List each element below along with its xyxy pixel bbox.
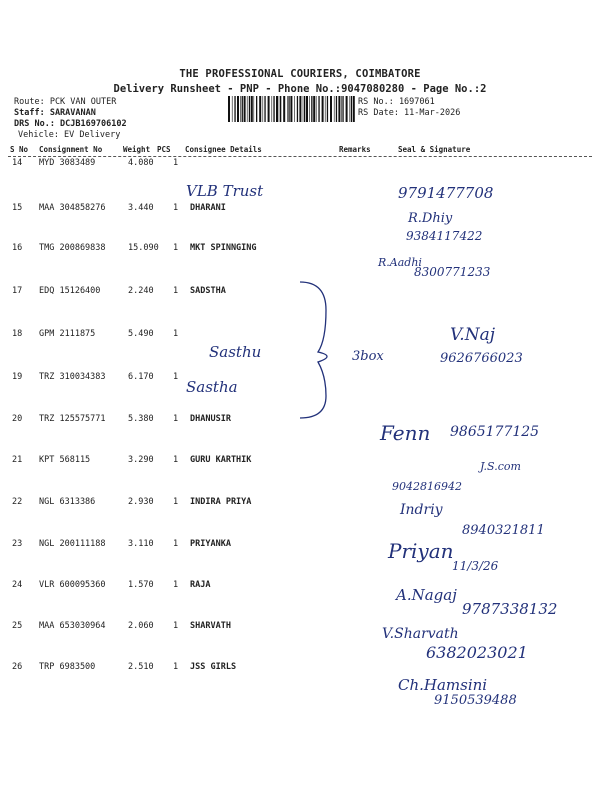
- col-pcs: PCS: [157, 145, 171, 154]
- hw-phone-9: 6382023021: [426, 643, 528, 662]
- row-consignee: SADSTHA: [190, 286, 226, 296]
- barcode-bar: [306, 96, 308, 122]
- barcode-bar: [334, 96, 335, 122]
- barcode-bar: [228, 96, 230, 122]
- row-pcs: 1: [173, 286, 179, 296]
- barcode-bar: [251, 96, 253, 122]
- row-sno: 21: [12, 455, 23, 465]
- barcode-bar: [254, 96, 255, 122]
- row-consignment: GPM 2111875: [39, 329, 96, 339]
- row-consignee: RAJA: [190, 580, 211, 590]
- row-weight: 5.380: [128, 414, 154, 424]
- row-consignment: EDQ 15126400: [39, 286, 101, 296]
- row-weight: 2.930: [128, 497, 154, 507]
- table-row: [0, 329, 600, 349]
- hw-phone-6: 9042816942: [392, 480, 462, 493]
- barcode-bar: [346, 96, 348, 122]
- row-consignment: NGL 6313386: [39, 497, 96, 507]
- row-weight: 4.080: [128, 158, 154, 168]
- hw-sign-fenn: Fenn: [380, 421, 431, 445]
- table-row: [0, 158, 600, 178]
- row-weight: 3.440: [128, 203, 154, 213]
- row-consignment: KPT 568115: [39, 455, 91, 465]
- row-weight: 2.060: [128, 621, 154, 631]
- row-weight: 2.510: [128, 662, 154, 672]
- barcode-bar: [263, 96, 264, 122]
- barcode-bar: [353, 96, 355, 122]
- barcode-bar: [294, 96, 295, 122]
- row-consignment: TRP 6983500: [39, 662, 96, 672]
- row-sno: 19: [12, 372, 23, 382]
- row-consignee: SHARVATH: [190, 621, 231, 631]
- barcode-bar: [249, 96, 250, 122]
- row-weight: 2.240: [128, 286, 154, 296]
- barcode-bar: [299, 96, 301, 122]
- rs-number: RS No.: 1697061: [358, 97, 435, 107]
- hw-sign-dhiy: R.Dhiy: [408, 211, 453, 226]
- hw-vlb-trust: VLB Trust: [186, 182, 264, 200]
- barcode-bar: [279, 96, 280, 122]
- hw-phone-10: 9150539488: [434, 693, 517, 708]
- row-pcs: 1: [173, 455, 179, 465]
- row-pcs: 1: [173, 414, 179, 424]
- hw-sastha: Sastha: [186, 378, 238, 396]
- barcode-bar: [304, 96, 305, 122]
- table-row: [0, 414, 600, 434]
- barcode: [228, 96, 355, 122]
- row-sno: 23: [12, 539, 23, 549]
- row-consignment: MAA 653030964: [39, 621, 106, 631]
- barcode-bar: [237, 96, 239, 122]
- row-sno: 24: [12, 580, 23, 590]
- row-consignment: MAA 304858276: [39, 203, 106, 213]
- barcode-bar: [242, 96, 243, 122]
- row-consignee: INDIRA PRIYA: [190, 497, 252, 507]
- barcode-bar: [272, 96, 273, 122]
- barcode-bar: [288, 96, 289, 122]
- barcode-bar: [276, 96, 278, 122]
- table-row: [0, 372, 600, 392]
- row-pcs: 1: [173, 621, 179, 631]
- row-consignee: DHARANI: [190, 203, 226, 213]
- table-row: [0, 243, 600, 263]
- row-sno: 20: [12, 414, 23, 424]
- hw-date: 11/3/26: [452, 559, 499, 573]
- row-consignment: VLR 600095360: [39, 580, 106, 590]
- row-pcs: 1: [173, 497, 179, 507]
- company-title: THE PROFESSIONAL COURIERS, COIMBATORE: [179, 68, 421, 80]
- hw-phone-8: 9787338132: [462, 600, 558, 618]
- table-row: [0, 580, 600, 600]
- hw-sign-sharvath: V.Sharvath: [382, 626, 459, 642]
- barcode-bar: [316, 96, 317, 122]
- hw-phone-5: 9865177125: [450, 424, 540, 440]
- route-label: Route: PCK VAN OUTER: [14, 97, 117, 107]
- table-row: [0, 455, 600, 475]
- barcode-bar: [280, 96, 281, 122]
- col-sno: S No: [10, 145, 29, 154]
- vehicle-label: Vehicle: EV Delivery: [18, 130, 121, 140]
- barcode-bar: [311, 96, 312, 122]
- row-pcs: 1: [173, 203, 179, 213]
- row-sno: 22: [12, 497, 23, 507]
- barcode-bar: [350, 96, 351, 122]
- row-consignment: TMG 200869838: [39, 243, 106, 253]
- table-row: [0, 539, 600, 559]
- barcode-bar: [330, 96, 332, 122]
- row-pcs: 1: [173, 662, 179, 672]
- col-remarks: Remarks: [339, 145, 371, 154]
- row-pcs: 1: [173, 329, 179, 339]
- row-consignee: GURU KARTHIK: [190, 455, 252, 465]
- row-weight: 5.490: [128, 329, 154, 339]
- table-row: [0, 203, 600, 223]
- row-consignment: MYD 3083489: [39, 158, 96, 168]
- row-consignment: TRZ 125575771: [39, 414, 106, 424]
- barcode-bar: [325, 96, 326, 122]
- row-consignee: PRIYANKA: [190, 539, 231, 549]
- barcode-bar: [336, 96, 337, 122]
- barcode-bar: [341, 96, 342, 122]
- row-consignment: TRZ 310034383: [39, 372, 106, 382]
- hw-jscom: J.S.com: [480, 460, 521, 473]
- barcode-bar: [338, 96, 340, 122]
- hw-sign-hamsini: Ch.Hamsini: [398, 676, 488, 694]
- runsheet-subtitle: Delivery Runsheet - PNP - Phone No.:9047080280 - Page No.:2: [113, 83, 487, 95]
- rs-date: RS Date: 11-Mar-2026: [358, 108, 461, 118]
- barcode-bar: [232, 96, 233, 122]
- hw-phone-3: 8300771233: [414, 265, 491, 279]
- drs-label: DRS No.: DCJB169706102: [14, 119, 127, 129]
- hw-phone-4: 9626766023: [440, 351, 523, 366]
- barcode-bar: [297, 96, 298, 122]
- barcode-bar: [268, 96, 270, 122]
- barcode-bar: [240, 96, 241, 122]
- barcode-bar: [303, 96, 304, 122]
- row-weight: 3.290: [128, 455, 154, 465]
- row-sno: 25: [12, 621, 23, 631]
- hw-phone-1: 9791477708: [398, 184, 494, 202]
- hw-phone-2: 9384117422: [406, 229, 483, 243]
- row-sno: 18: [12, 329, 23, 339]
- row-sno: 17: [12, 286, 23, 296]
- row-sno: 26: [12, 662, 23, 672]
- row-pcs: 1: [173, 539, 179, 549]
- hw-phone-7: 8940321811: [462, 523, 545, 538]
- barcode-bar: [264, 96, 265, 122]
- col-consignee: Consignee Details: [185, 145, 262, 154]
- barcode-bar: [247, 96, 248, 122]
- hw-sign-nagaj: A.Nagaj: [396, 586, 457, 604]
- barcode-bar: [244, 96, 246, 122]
- row-weight: 1.570: [128, 580, 154, 590]
- row-consignee: MKT SPINNGING: [190, 243, 257, 253]
- row-weight: 15.090: [128, 243, 159, 253]
- barcode-bar: [283, 96, 285, 122]
- table-row: [0, 621, 600, 641]
- header-divider: [8, 156, 592, 157]
- hw-sign-priyan: Priyan: [388, 539, 454, 563]
- col-seal: Seal & Signature: [398, 145, 471, 154]
- col-consignment: Consignment No: [39, 145, 103, 154]
- row-consignee: DHANUSIR: [190, 414, 231, 424]
- barcode-bar: [290, 96, 292, 122]
- barcode-bar: [273, 96, 274, 122]
- row-pcs: 1: [173, 243, 179, 253]
- hw-sign-aadhi: R.Aadhi: [378, 256, 422, 269]
- row-sno: 16: [12, 243, 23, 253]
- barcode-bar: [256, 96, 257, 122]
- hw-sign-vnaj: V.Naj: [450, 325, 495, 345]
- hw-sasthu: Sasthu: [209, 343, 262, 361]
- row-sno: 15: [12, 203, 23, 213]
- table-row: [0, 662, 600, 682]
- row-pcs: 1: [173, 158, 179, 168]
- col-weight: Weight: [123, 145, 151, 154]
- barcode-bar: [322, 96, 324, 122]
- barcode-bar: [234, 96, 235, 122]
- row-consignee: JSS GIRLS: [190, 662, 237, 672]
- staff-label: Staff: SARAVANAN: [14, 108, 96, 118]
- barcode-bar: [287, 96, 288, 122]
- row-pcs: 1: [173, 580, 179, 590]
- row-consignment: NGL 200111188: [39, 539, 106, 549]
- hw-sign-indriy: Indriy: [400, 502, 443, 518]
- hw-3box: 3box: [352, 349, 384, 364]
- table-row: [0, 497, 600, 517]
- barcode-bar: [351, 96, 352, 122]
- row-weight: 6.170: [128, 372, 154, 382]
- barcode-bar: [313, 96, 315, 122]
- barcode-bar: [309, 96, 310, 122]
- row-pcs: 1: [173, 372, 179, 382]
- barcode-bar: [342, 96, 343, 122]
- barcode-bar: [259, 96, 261, 122]
- table-row: [0, 286, 600, 306]
- row-weight: 3.110: [128, 539, 154, 549]
- row-sno: 14: [12, 158, 23, 168]
- barcode-bar: [318, 96, 319, 122]
- barcode-bar: [327, 96, 328, 122]
